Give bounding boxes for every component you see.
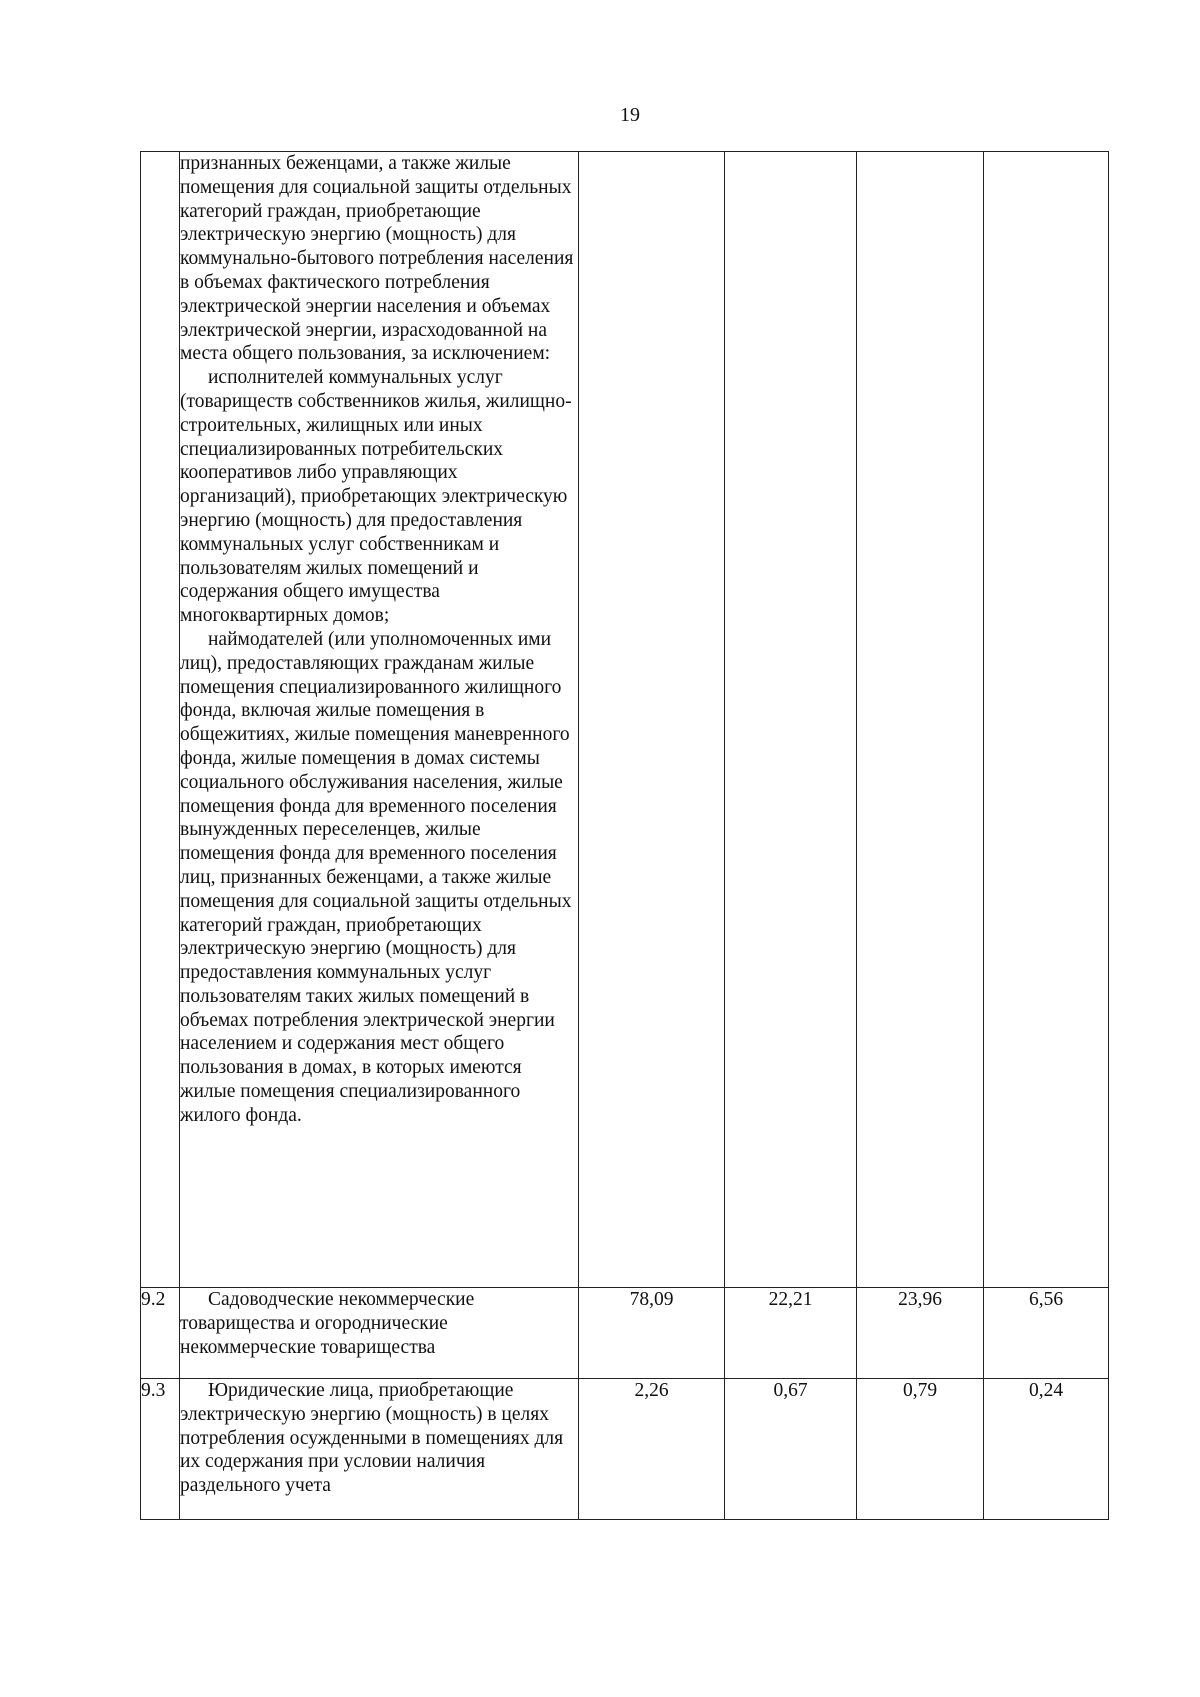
value-cell — [984, 152, 1109, 1288]
value-cell: 0,24 — [984, 1379, 1109, 1520]
value-cell: 6,56 — [984, 1288, 1109, 1379]
table-row — [141, 152, 1109, 1288]
page-number: 19 — [620, 104, 640, 126]
row-number-cell: 9.3 — [141, 1379, 180, 1520]
row-description-cell — [180, 1288, 579, 1379]
description-paragraph: Юридические лица, приобретающие электрическую энергию (мощность) в целях потребления осужденными в помещениях для их содержания при условии наличия раздельного учета — [180, 1380, 564, 1497]
description-paragraph: наймодателей (или уполномоченных ими лиц), предоставляющих гражданам жилые помещения специализированного жилищного фонда, включая жилые помещения в общежитиях, жилые помещения маневренного фонда, жилые помещения в домах системы социального обслуживания населения, жилые помещения фонда для временного поселения вынужденных переселенцев, жилые помещения фонда для временного поселения лиц, признанных беженцами, а также жилые помещения для социальной защиты отдельных категорий граждан, приобретающих электрическую энергию (мощность) для предоставления коммунальных услуг пользователям таких жилых помещений в объемах потребления электрической энергии населением и содержания мест общего пользования в домах, в которых имеются жилые помещения специализированного жилого фонда. — [180, 628, 572, 1126]
row-description-cell — [180, 1379, 579, 1520]
table-row — [141, 1379, 1109, 1520]
value-cell: 22,21 — [725, 1288, 857, 1379]
description-paragraph: признанных беженцами, а также жилые помещения для социальной защиты отдельных категорий граждан, приобретающие электрическую энергию (мощность) для коммунально-бытового потребления населения в объемах фактического потребления электрической энергии населения и объемах электрической энергии, израсходованной на места общего пользования, за исключением: — [180, 153, 574, 365]
value-cell — [725, 152, 857, 1288]
table-row — [141, 1288, 1109, 1379]
row-number-cell: 9.2 — [141, 1288, 180, 1379]
tariff-table — [140, 151, 1109, 1520]
value-cell: 78,09 — [579, 1288, 725, 1379]
description-paragraph: Садоводческие некоммерческие товарищества и огороднические некоммерческие товарищества — [180, 1289, 475, 1358]
value-cell: 2,26 — [579, 1379, 725, 1520]
value-cell: 0,79 — [857, 1379, 984, 1520]
value-cell: 0,67 — [725, 1379, 857, 1520]
value-cell — [579, 152, 725, 1288]
description-paragraph: исполнителей коммунальных услуг (товариществ собственников жилья, жилищно-строительных, жилищных или иных специализированных потребительских кооперативов либо управляющих организаций), приобретающих электрическую энергию (мощность) для предоставления коммунальных услуг собственникам и пользователям жилых помещений и содержания общего имущества многоквартирных домов; — [180, 367, 572, 627]
row-description-cell — [180, 152, 579, 1288]
row-number-cell — [141, 152, 180, 1288]
value-cell — [857, 152, 984, 1288]
value-cell: 23,96 — [857, 1288, 984, 1379]
